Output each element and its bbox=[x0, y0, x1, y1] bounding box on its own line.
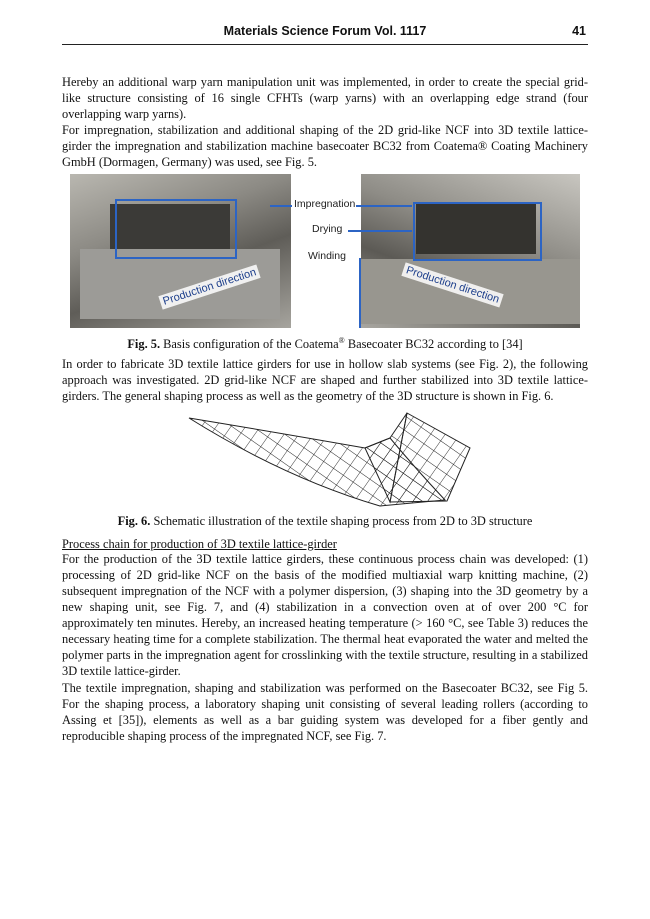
drying-leader bbox=[348, 230, 412, 232]
impregnation-label: Impregnation bbox=[294, 198, 356, 210]
drying-label: Drying bbox=[312, 223, 343, 235]
production-direction-left: Production direction bbox=[158, 264, 261, 309]
running-header bbox=[62, 20, 588, 42]
fig6-caption bbox=[62, 513, 588, 529]
winding-leader bbox=[359, 258, 361, 328]
journal-title: Materials Science Forum Vol. 1117 bbox=[223, 24, 427, 38]
fig5-caption-sup: ® bbox=[338, 336, 345, 345]
machine-frame-left bbox=[80, 249, 280, 319]
drying-box-right bbox=[413, 202, 542, 261]
header-rule bbox=[62, 44, 588, 45]
fig5-label: Fig. 5. bbox=[127, 337, 161, 352]
fig6-label: Fig. 6. bbox=[117, 514, 151, 528]
fig5-caption-pre: Basis configuration of the Coatema bbox=[163, 337, 339, 352]
page-number: 41 bbox=[572, 24, 586, 38]
fig6-caption-text: Schematic illustration of the textile shaping process from 2D to 3D structure bbox=[153, 514, 533, 528]
figure-6-lattice bbox=[185, 408, 475, 508]
figure-5 bbox=[70, 174, 580, 330]
production-direction-right: Production direction bbox=[401, 262, 504, 307]
winding-label: Winding bbox=[308, 250, 346, 262]
machine-photo-right bbox=[361, 174, 580, 328]
impregnation-leader bbox=[270, 205, 292, 207]
machine-photo-left bbox=[70, 174, 291, 328]
impregnation-box-left bbox=[115, 199, 237, 259]
section-title: Process chain for production of 3D textile lattice-girder bbox=[62, 537, 337, 551]
impregnation-leader-right bbox=[356, 205, 412, 207]
paragraph-3: In order to fabricate 3D textile lattice girders for use in hollow slab systems (see Fig. 2), the following approach was investigated. 2D grid-like NCF are shaped and further stabilized into 3D textile lattice-girders. The general shaping process as well as the geometry of the 3D structure is shown in Fig. 6. bbox=[62, 357, 588, 403]
paragraph-4: For the production of the 3D textile lattice girders, these continuous process chain was developed: (1) processing of 2D grid-like NCF on the basis of the modified multiaxial warp knitting machine, (2) subsequent impregnation of the NCF with a polymer dispersion, (3) shaping into the 3D geometry by a new shaping unit, see Fig. 7, and (4) stabilization in a convection oven at of over 200 °C for approximately ten minutes. Hereby, an increased heating temperature (> 160 °C, see Table 3) reduces the necessary heating time for a complete stabilization. The thermal heat evaporated the water and melted the polymer parts in the impregnation agent for crosslinking with the textile structure, resulting in a stabilized 3D textile lattice-girder. bbox=[62, 552, 588, 678]
paragraph-1: Hereby an additional warp yarn manipulation unit was implemented, in order to create the special grid-like structure consisting of 16 single CFHTs (warp yarns) with an overlapping edge strand (four overlapping warp yarns). bbox=[62, 75, 588, 121]
fig5-caption-post: Basecoater BC32 according to [34] bbox=[344, 337, 523, 352]
fig5-caption bbox=[62, 333, 588, 352]
paragraph-2: For impregnation, stabilization and additional shaping of the 2D grid-like NCF into 3D textile lattice-girder the impregnation and stabilization machine basecoater BC32 from Coatema® Coating Machinery GmbH (Dormagen, Germany) was used, see Fig. 5. bbox=[62, 123, 588, 169]
paragraph-5: The textile impregnation, shaping and stabilization was performed on the Basecoater BC32, see Fig 5. For the shaping process, a laboratory shaping unit consisting of several leading rollers (according to Assing et [35]), elements as well as a bar guiding system was developed for a fiber gently and reproducible shaping process of the impregnated NCF, see Fig. 7. bbox=[62, 681, 588, 743]
